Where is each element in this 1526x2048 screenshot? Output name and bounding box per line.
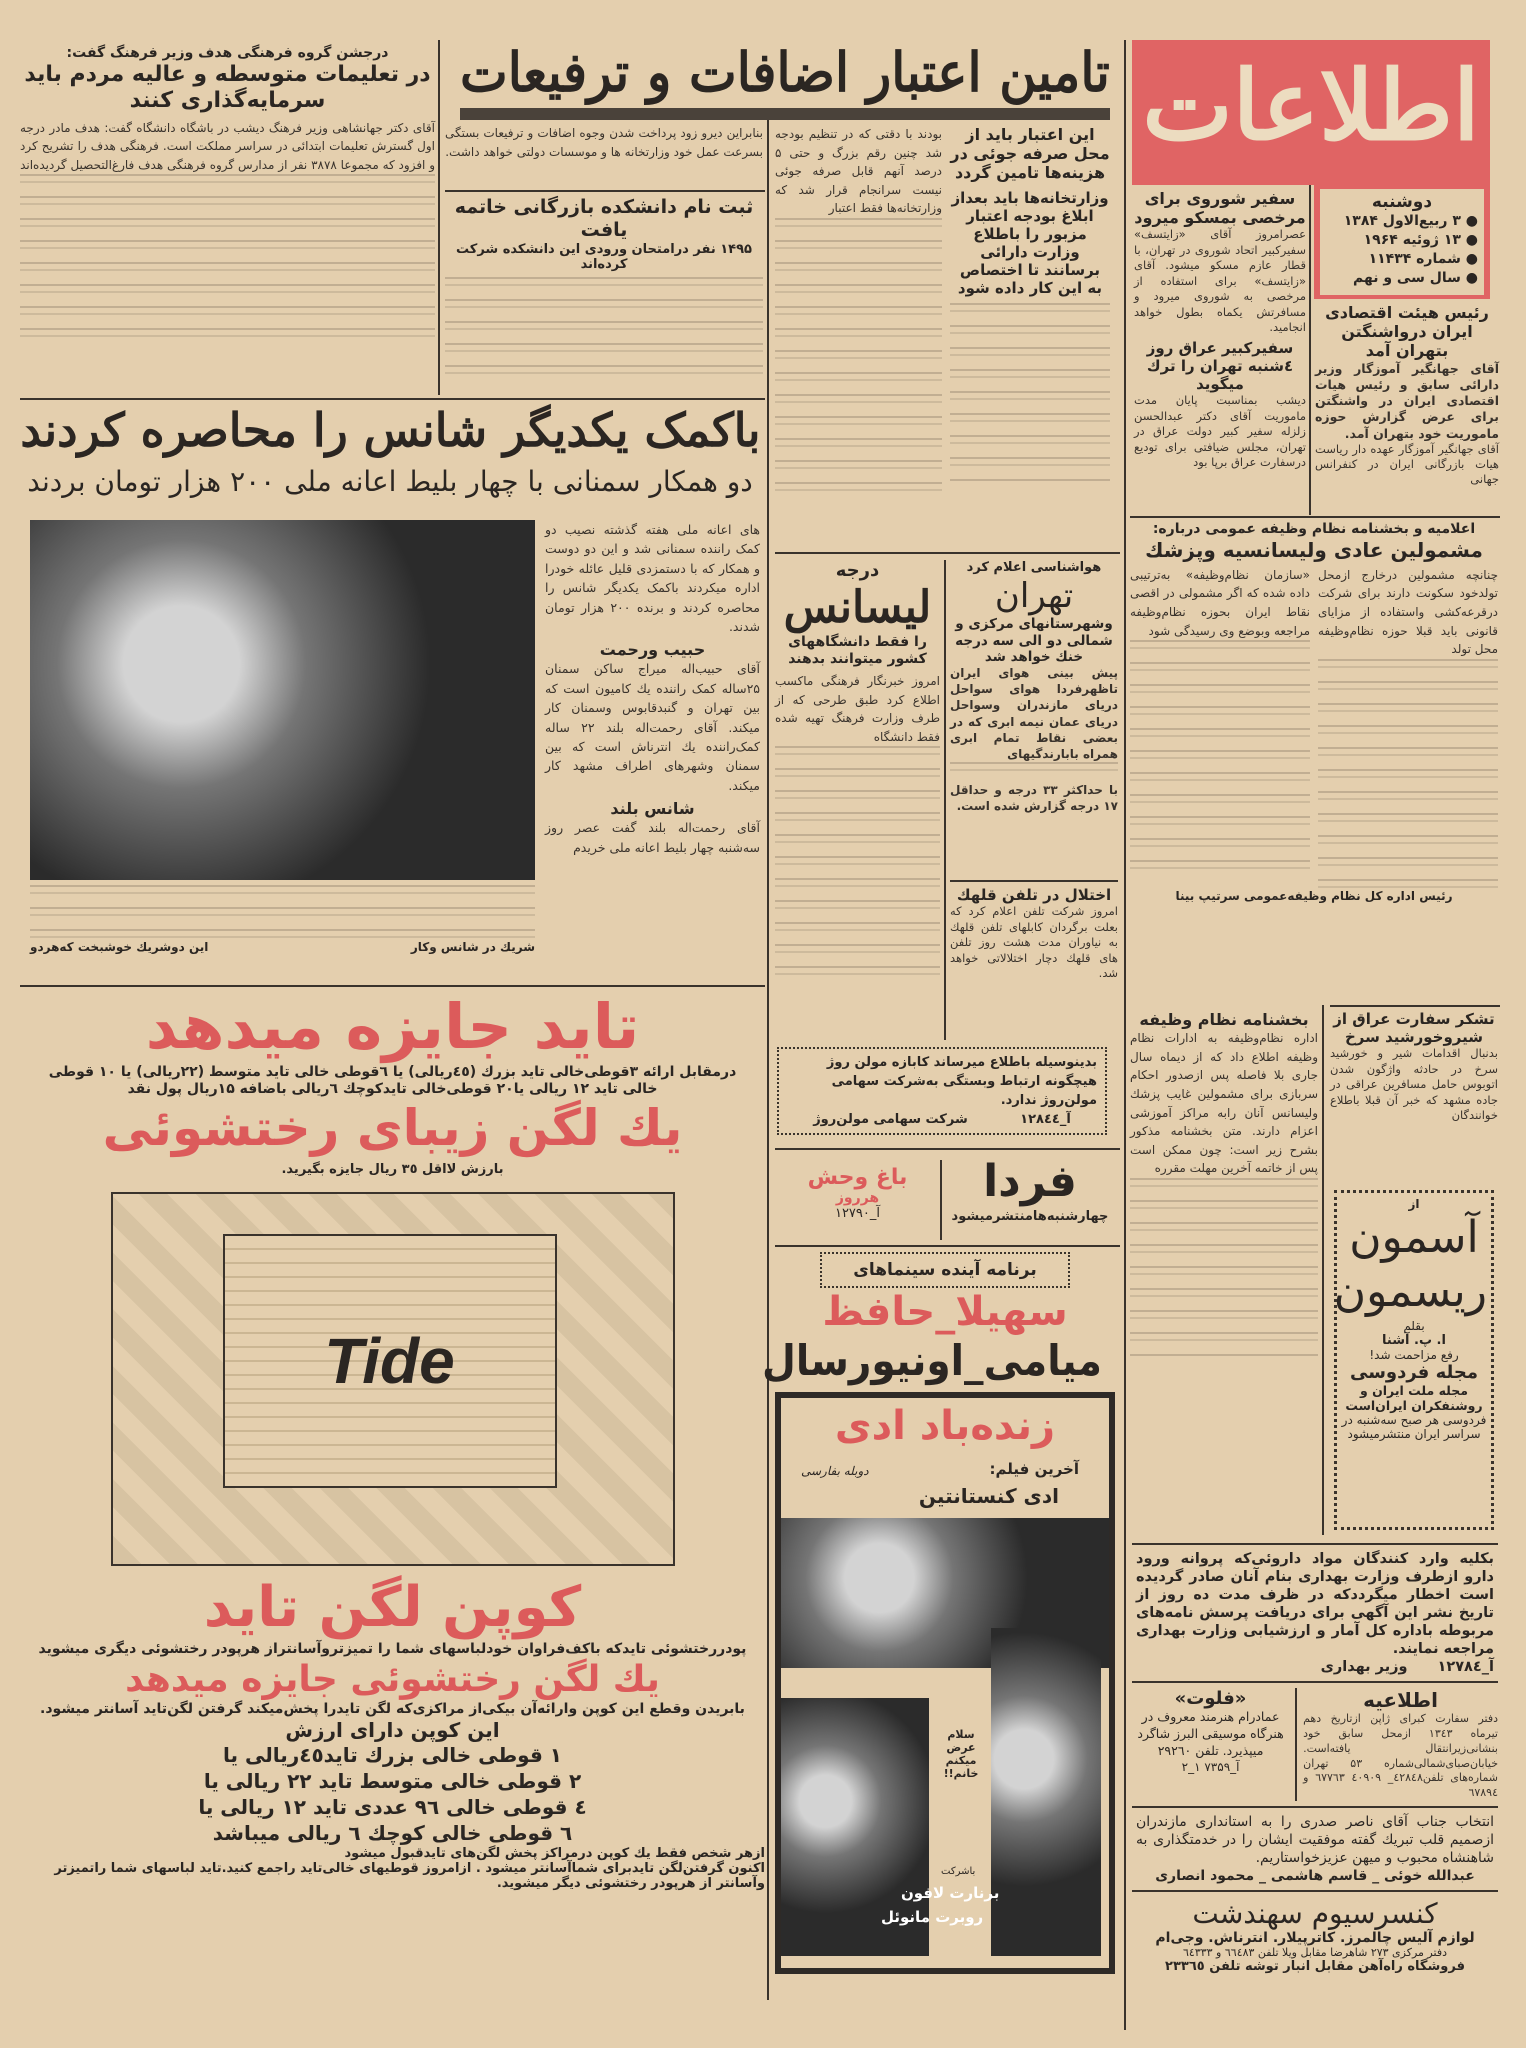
economic-delegation-story: رئیس هیئت اقتصادی ایران درواشنگتن بتهران آمد آقای جهانگیر آموزگار وزیر دارائی سابق و رئیس هیات اقتصادی ایران در واشنگتن برای عرض گزارش حوزه ماموریت خود بتهران آمد. آقای جهانگیر آموزگار عهده دار ریاست هیات بازرگانی ایران در کنفرانس جهانی [1315, 303, 1499, 486]
text-block [20, 174, 435, 344]
winners-photo [30, 520, 535, 880]
text-block [445, 277, 763, 387]
farda-ad: فردا چهارشنبه‌هامنتشرمیشود [951, 1156, 1109, 1224]
section-rule [775, 1245, 1120, 1247]
column-rule [1124, 40, 1126, 2030]
embassy-notice: اطلاعیه دفتر سفارت کبرای ژاپن ازتاریخ دهم تیرماه ۱۳٤۳ ازمحل سابق خود بنشانی‌زیرانتقال یافته‌است. خیابان‌صبای‌شمالی‌‌شماره ۵۳ تهران شماره‌های تلفن٤۲۸٤۸_ ٤۰۹۰۹ ٦۷۷٦۳ و ٦۷۸۹٤ [1295, 1688, 1498, 1801]
story-headline: بخشنامه نظام وظیفه [1139, 1010, 1309, 1029]
tide-boxes-illustration [111, 1192, 675, 1566]
lottery-headline: باکمک یکدیگر شانس را محاصره کردند [19, 403, 761, 457]
section-rule [950, 880, 1118, 882]
story-headline: در تعلیمات متوسطه و عالیه مردم باید سرمایه‌گذاری کنند [24, 61, 431, 114]
story-headline: سفیر شوروی برای مرخصی بمسکو میرود [1134, 189, 1306, 228]
conscription-story: اعلامیه و بخشنامه نظام وظیفه عمومی درباره: مشمولین عادی ولیسانسیه وپزشك چنانچه مشمولین درخارج ازمحل تولدخود سکونت دارند برای شرکت درقرعه‌کشی واستفاده از مزایای قانونی باید قبلا حوزه نظام‌وظیفه محل تولد «سازمان نظام‌وظیفه» به‌ترتیبی داده شده که اگر مشمولی در اقصی نقاط ایران بحوزه نظام‌وظیفه مراجعه وبوضع وی رسیدگی شود رئیس اداره کل نظام وظیفه‌عمومی سرتیپ بینا [1130, 521, 1498, 903]
column-rule [940, 1160, 942, 1240]
section-rule [1132, 1890, 1498, 1892]
section-rule [1132, 1543, 1498, 1545]
section-rule [20, 985, 765, 987]
section-rule [1330, 1005, 1500, 1007]
actress-photo [991, 1628, 1101, 1956]
text-block [950, 762, 1118, 782]
text-block [775, 218, 942, 498]
budget-story: این اعتبار باید از محل صرفه جوئی در هزینه‌ها تامین گردد وزارتخانه‌ها باید بعداز ابلاغ بودجه اعتبار مزبور را باطلاع وزارت دارائی برسانند تا اختصاص به این کار داده شود بودند با دقتی که در تنظیم بودجه شد چنین رقم بزرگ و حتی ۵ درصد آنهم قابل صرفه جوئی نیست سرانجام قرار شد که وزارتخانه‌ها فقط اعتبار [775, 125, 1110, 498]
story-headline: لیسانس [783, 581, 932, 633]
column-rule [438, 40, 440, 395]
story-subhead: وزارتخانه‌ها باید بعداز ابلاغ بودجه اعتبار مزبور را باطلاع وزارت دارائی برسانند تا اختصاص به این کار داده شود [951, 188, 1109, 297]
ad-headline: تاید جایزه میدهد [145, 990, 640, 1063]
text-block [775, 746, 940, 986]
story-subhead: شانس بلند [610, 799, 695, 819]
iraq-thanks-story: تشکر سفارت عراق از شیروخورشید سرخ بدنبال اقدامات شیر و خورشید سرخ در حادثه واژگون شدن اتوبوس حامل مسافرین عراقی در جاده مشهد که خبر آن قبلا باطلاع خوانندگان [1330, 1010, 1498, 1123]
section-rule [445, 190, 765, 192]
cinema-advertisement [762, 1252, 1115, 2002]
budget-story-continuation: بنابراین دیرو زود پرداخت شدن وجوه اضافات و ترفیعات بستگی بسرعت عمل خود وزارتخانه ها و موسسات دولتی خواهد داشت. [445, 126, 763, 159]
story-headline: ثبت نام دانشکده بازرگانی خاتمه یافت [454, 196, 754, 241]
date-box [1320, 189, 1484, 295]
flute-ad: «فلوت» عمادرام هنرمند معروف در هنرگاه موسیقی البرز شاگرد میپذیرد. تلفن ۲۹۲٦۰ آ_۷۳۵۹ ۱_۲ [1137, 1688, 1284, 1774]
volume-year: ● سال سی و نهم [1353, 270, 1478, 286]
masthead-date-panel [1314, 185, 1490, 299]
tide-advertisement: تاید جایزه میدهد درمقابل ارائه ۳قوطی‌خالی تاید بزرك (٤٥ریالی) یا ٦قوطی خالی تاید متوسط (۲۲ریالی) یا ۱۰ قوطی خالی تاید ۱۲ ریالی یا۲۰ قوطی‌خالی تایدکوچك ٦ریالی باضافه ۱۵ریال پول نقد یك لگن زیبای رختشوئی بارزش لااقل ۳٥ ریال جایزه بگیرید. Tide کوپن لگن تاید پودررختشوئی تایدکه باکف‌فراوان خودلباسهای شما را تمیزتروآسانتراز هرپودر رختشوئی دیگری میشوید یك لگن رختشوئی جایزه میدهد بابریدن وقطع این کوپن وارائه‌آن بیکی‌از مراکزی‌که لگن تایدرا پخش‌میکند گرفتن لگن‌تاید آسانتر میشود. این کوپن دارای ارزش ۱ قوطی خالی بزرك تاید٤٥ریالی یا ۲ قوطی خالی متوسط تاید ۲۲ ریالی یا ٤ قوطی خالی ۹٦ عددی تاید ۱۲ ریالی یا ٦ قوطی خالی کوچك ٦ ریالی میباشد ازهر شخص فقط یك کوپن درمراکز پخش لگن‌های تایدقبول میشود اکنون گرفتن‌لگن تایدبرای شماآسانتر میشود . ازامروز قوطیهای خالی‌تاید راجمع کنید.تاید لباسهای شما راتمیزتر وآسانتر از هرپودر رختشوئی دیگر میشوید. [20, 990, 765, 2000]
cinema-program-box: برنامه آینده سینماهای [820, 1252, 1070, 1288]
column-rule [1309, 185, 1311, 515]
masthead [1132, 40, 1490, 185]
story-headline: رئیس هیئت اقتصادی ایران درواشنگتن بتهران آمد [1325, 303, 1489, 361]
film-poster: زنده‌باد ادی آخرین فیلم: ادی کنستانتین دوبله بفارسی سلام عرض میکنم خانم!! باشرکت برنارت لافون روبرت مانوئل [775, 1392, 1115, 1974]
column-rule [767, 120, 769, 2000]
phone-outage-story: اختلال در تلفن قلهك امروز شرکت تلفن اعلام کرد که بعلت برگردان کابلهای تلفن قلهك به نیاوران مدت هشت روز تلفن های قلهك دچار اختلالاتی خواهد شد. [950, 886, 1118, 981]
zoo-ad: باغ وحش هرروز آ_۱۲۷۹۰ [807, 1165, 908, 1221]
story-kicker: درجشن گروه فرهنگی هدف وزیر فرهنگ گفت: [66, 45, 389, 61]
section-rule [775, 552, 1120, 554]
section-rule [775, 1148, 1120, 1150]
story-subhead: این اعتبار باید از محل صرفه جوئی در هزینه‌ها تامین گردد [950, 125, 1110, 183]
section-rule [20, 398, 765, 400]
soviet-ambassador-story: سفیر شوروی برای مرخصی بمسکو میرود عصرامروز آقای «زایتسف» سفیرکبیر اتحاد شوروی در تهران، با قطار عازم مسکو میشود. آقای «زایتسف» برای استفاده از مرخصی به شوروی میرود و مسافرتش یکماه بطول خواهد انجامید. سفیرکبیر عراق روز ٤شنبه تهران را ترك میگوید دیشب بمناسبت پایان مدت ماموریت آقای دکتر عبدالحسن زلزله سفیر کبیر دولت عراق در تهران، مجلس ضیافتی برای تودیع درسفارت عراق برپا بود [1134, 189, 1306, 470]
story-subhead: ۱۴۹۵ نفر درامتحان ورودی این دانشکده شرکت کرده‌اند [456, 241, 752, 273]
story-headline: تشکر سفارت عراق از شیروخورشید سرخ [1333, 1010, 1495, 1046]
section-rule [1132, 1681, 1498, 1683]
commerce-faculty-story [445, 196, 763, 387]
text-block [30, 885, 535, 940]
bottom-right-notices [1132, 1543, 1498, 1974]
lottery-story-body: های اعانه ملی هفته گذشته نصیب دو کمک راننده سمنانی شد و این دو دوست و همکار که با دستمزدی قلیل عائله خودرا اداره میکردند باکمک یکدیگر شانس را محاصره کردند و برنده ۲۰۰ هزار تومان شدند. حبیب ورحمت آقای حبیب‌اله میراج ساکن سمنان ۲۵ساله کمک راننده یك کامیون است که بین تهران و گنبدقابوس وسمنان کار میکند. آقای رحمت‌اله بلند ۲۲ ساله کمک‌راننده یك انترناش است که بین سمنان وشهرهای اطراف مشهد کار میکند. شانس بلند آقای رحمت‌اله بلند گفت عصر روز سه‌شنبه چهار بلیط اعانه ملی خریدم [545, 522, 760, 855]
column-rule [1322, 1005, 1324, 1535]
degree-story: درجه لیسانس را فقط دانشگاههای کشور میتوانند بدهند امروز خبرنگار فرهنگی ماکسب اطلاع کرد طبق طرحی که از طرف وزارت فرهنگ تهیه شده فقط دانشگاه [775, 560, 940, 986]
date-gregorian: ● ۱۳ ژوئیه ۱۹۶۴ [1363, 232, 1478, 248]
directive-story: بخشنامه نظام وظیفه اداره نظام‌وظیفه به ادارات نظام وظیفه اطلاع داد که از دیماه سال جاری بلا فاصله پس ازصدور احکام سربازی برای مشمولین غایب پزشك ولیسانس آنان رابه مراکز آموزشی اعزام دارند. متن بخشنامه مذکور بشرح زیر است: چون ممکن است پس از خاتمه آخرین مهلت مقرره [1130, 1010, 1318, 1358]
asemoon-risman-ad: از آسمون ریسمون بقلم ا. پ. آشنا رفع مزاحمت شد! مجله فردوسی مجله ملت ایران و روشنفکران ایران‌است فردوسی هر صبح سه‌شنبه در سراسر ایران منتشرمیشود [1334, 1190, 1494, 1530]
issue-number: ● شماره ۱۱۴۳۴ [1368, 251, 1478, 267]
lottery-subhead: دو همکار سمنانی با چهار بلیط اعانه ملی ۲۰۰ هزار تومان بردند [27, 465, 753, 498]
moulin-rouge-notice: بدینوسیله باطلاع میرساند کابازه مولن روژ هیچگونه ارتباط وبستگی به‌شرکت سهامی مولن‌روژ ندارد. آ_۱۲۸٤٤ شرکت سهامی مولن‌روژ [777, 1047, 1107, 1135]
photo-caption: شریك در شانس وكار این دوشریك خوشبخت كه‌هردو [30, 885, 535, 954]
text-block [1130, 1178, 1318, 1358]
pharma-notice: بکلیه وارد کنندگان مواد داروئی‌که پروانه ورود دارو ازطرف وزارت بهداری بنام آنان صادر گردیده است اخطار میگرددکه در ظرف مدت ده روز از تاریخ نشر این آگهی برای دریافت پرسش نامه‌های مربوطه باداره کل آمار و ارزشیابی وزارت بهداری مراجعه نمایند. وزیر بهداری آ_۱۲۷۸٤ [1136, 1551, 1494, 1675]
film-title: زنده‌باد ادی [834, 1403, 1056, 1450]
culture-minister-story: درجشن گروه فرهنگی هدف وزیر فرهنگ گفت: در تعلیمات متوسطه و عالیه مردم باید سرمایه‌گذاری کنند آقای دکتر جهانشاهی وزیر فرهنگ دیشب در باشگاه دانشگاه گفت: هدف مادر درجه اول گسترش تعلیمات ابتدائی در سراسر مملکت است. فرهنگی هدف را تشریح کرد و افزود که مجموعا ۳۸۷۸ نفر از مدارس گروه فرهنگی هدف فارغ‌التحصیل گردیده‌اند [20, 45, 435, 344]
tide-logo: Tide [223, 1234, 557, 1488]
column-rule [944, 560, 946, 1040]
congratulations-notice: انتخاب جناب آقای ناصر صدری را به استانداری مازندران ازصمیم قلب تبریك گفته موفقیت ایشان را در خدمتگذاری به شاهنشاه محبوب و میهن عزیزخواستاریم. عبدالله خوئی _ قاسم هاشمی _ محمود انصاری [1136, 1814, 1494, 1885]
cinema-names: سهیلا_حافظ [822, 1289, 1068, 1335]
date-hijri: ● ۳ ربیع‌الاول ۱۳۸۴ [1343, 213, 1478, 229]
story-headline: مشمولین عادی ولیسانسیه وپزشك [1145, 537, 1483, 562]
text-block [1130, 640, 1310, 870]
text-block [950, 303, 1110, 483]
coupon-values: ۱ قوطی خالی بزرك تاید٤٥ریالی یا ۲ قوطی خالی متوسط تاید ۲۲ ریالی یا ٤ قوطی خالی ۹٦ عددی تاید ۱۲ ریالی یا ٦ قوطی خالی کوچك ٦ ریالی میباشد [198, 1742, 587, 1845]
section-rule [1132, 1806, 1498, 1808]
cinema-names: میامی_اونیورسال [762, 1336, 1102, 1385]
story-headline: سفیرکبیر عراق روز ٤شنبه تهران را ترك میگوید [1146, 338, 1294, 393]
section-rule [1130, 516, 1500, 518]
sahand-consortium-ad: کنسرسیوم سهندشت لوازم آلیس چالمرز. کاترپیلار. انترناش. وجی‌ام دفتر مرکزی ۲۷۳ شاهرضا مقابل ویلا تلفن ٦٦٤٨٣ و ٦٤۳۳۳ فروشگاه راه‌آهن مقابل انبار توشه تلفن ۲۳۳٦٥ [1155, 1897, 1475, 1975]
newspaper-logo: اطلاعات [1142, 49, 1480, 162]
main-headline: تامین اعتبار اضافات و ترفیعات [459, 40, 1110, 104]
coupon-headline: کوپن لگن تاید [203, 1574, 582, 1640]
story-headline: تهران [994, 575, 1074, 616]
story-subhead: حبیب ورحمت [599, 640, 706, 660]
ad-prize: یك لگن زیبای رختشوئی [102, 1098, 683, 1157]
story-headline: اختلال در تلفن قلهك [956, 886, 1112, 904]
weather-story: هواشناسی اعلام کرد تهران وشهرستانهای مرکزی و شمالی دو الی سه درجه خنك خواهد شد پیش بینی هوای ایران تاظهرفردا هوای سواحل دریای مازندران وسواحل دریای عمان نیمه ابری که در بعضی نقاط تمام ابری همراه بابارندگیهای با حداکثر ۳۳ درجه و حداقل ۱۷ درجه گزارش شده است. [950, 560, 1118, 814]
day-label: دوشنبه [1371, 192, 1433, 212]
text-block [1318, 659, 1498, 889]
notice-row [1132, 1688, 1498, 1801]
headline-bar [460, 108, 1110, 120]
